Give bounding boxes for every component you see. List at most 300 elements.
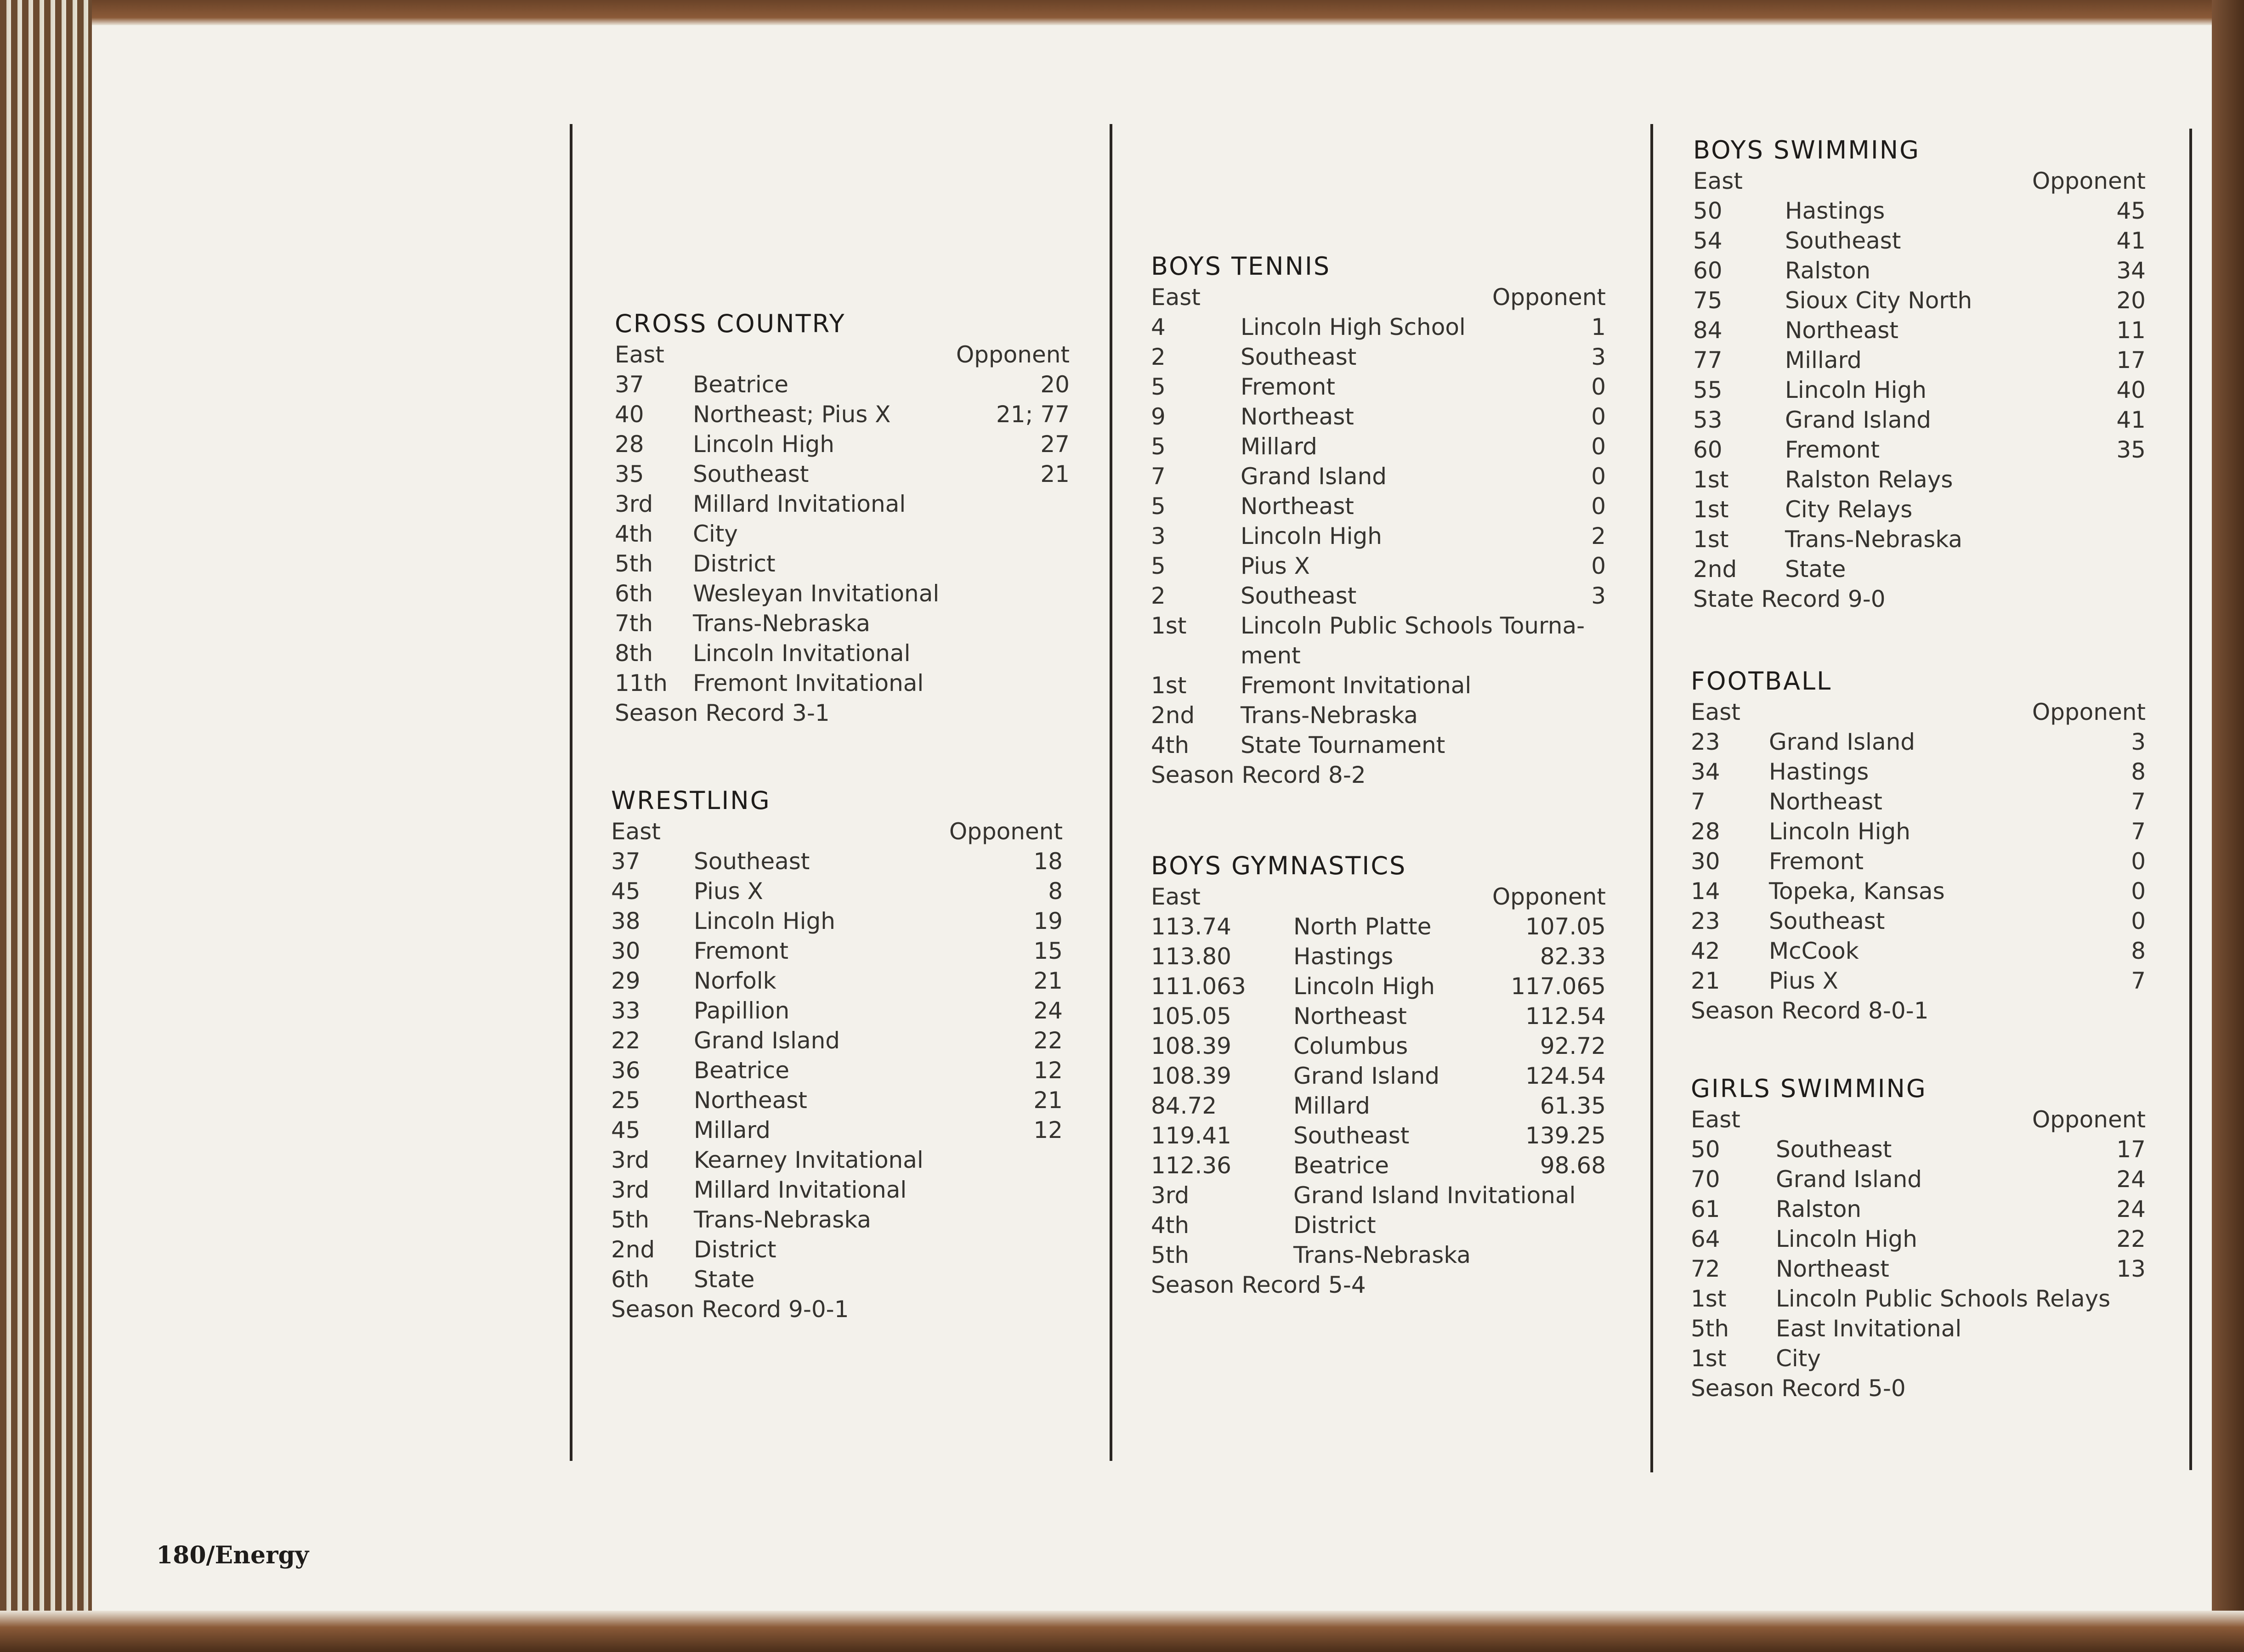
opponent-name: Ralston Relays: [1785, 466, 1953, 493]
east-result: 37: [615, 371, 644, 398]
result-row: [611, 906, 1063, 936]
east-result: 28: [615, 431, 644, 458]
opponent-score: 27: [1040, 431, 1070, 458]
opponent-score: 7: [2131, 818, 2146, 845]
result-row: [611, 936, 1063, 966]
east-result: 6th: [615, 580, 653, 607]
season-record-text: Season Record 9-0-1: [611, 1296, 849, 1323]
east-result: 22: [611, 1027, 640, 1054]
opponent-name: Grand Island: [1769, 729, 1915, 755]
opponent-column-label: Opponent: [2032, 699, 2146, 725]
opponent-name: Grand Island: [1293, 1063, 1440, 1089]
opponent-name: Northeast: [1769, 788, 1882, 815]
result-row: [1693, 525, 2146, 554]
east-result: 40: [615, 401, 644, 428]
result-row: [611, 1086, 1063, 1115]
opponent-name: Sioux City North: [1785, 287, 1972, 314]
opponent-score: 20: [2116, 287, 2146, 314]
result-row: [1151, 972, 1606, 1001]
result-row: [611, 1235, 1063, 1265]
result-row: [615, 519, 1070, 549]
opponent-name: Columbus: [1293, 1033, 1408, 1059]
opponent-score: 8: [2131, 938, 2146, 964]
opponent-score: 34: [2116, 257, 2146, 284]
opponent-name: Lincoln Public Schools Relays: [1776, 1285, 2111, 1312]
column-header-row: [1693, 166, 2146, 196]
result-row: [1691, 966, 2146, 996]
opponent-column-label: Opponent: [1492, 284, 1606, 311]
result-row: [1691, 1284, 2146, 1314]
result-row: [1693, 554, 2146, 584]
opponent-score: 21: [1033, 1087, 1063, 1114]
opponent-score: 139.25: [1525, 1122, 1606, 1149]
opponent-score: 21: [1033, 967, 1063, 994]
opponent-score: 112.54: [1525, 1003, 1606, 1030]
east-result: 8th: [615, 640, 653, 667]
opponent-score: 8: [1048, 878, 1063, 905]
opponent-column-label: Opponent: [956, 341, 1070, 368]
opponent-name: Trans-Nebraska: [1785, 526, 1963, 553]
opponent-name: Southeast: [1293, 1122, 1410, 1149]
east-result: 113.80: [1151, 943, 1231, 970]
opponent-score: 24: [2116, 1196, 2146, 1222]
result-row: [1691, 1224, 2146, 1254]
opponent-name: Hastings: [1769, 758, 1869, 785]
result-row: [611, 847, 1063, 877]
section-title: GIRLS SWIMMING: [1691, 1074, 1927, 1103]
opponent-name: City: [1776, 1345, 1821, 1372]
opponent-name: State Tournament: [1241, 732, 1445, 758]
book-bottom-edge: [0, 1611, 2244, 1652]
east-result: 105.05: [1151, 1003, 1231, 1030]
boys-gymnastics-section: [1151, 850, 1606, 1300]
east-result: 7: [1691, 788, 1706, 815]
opponent-name: Millard Invitational: [693, 491, 906, 517]
opponent-name: Fremont: [694, 938, 788, 964]
opponent-name: District: [1293, 1212, 1376, 1239]
opponent-score: 0: [1591, 433, 1606, 460]
result-row: [1151, 701, 1606, 730]
east-result: 1st: [1151, 612, 1187, 639]
boys-swimming-section: [1693, 134, 2146, 614]
season-record-text: Season Record 5-0: [1691, 1375, 1906, 1402]
opponent-name: Beatrice: [693, 371, 789, 398]
east-result: 30: [1691, 848, 1720, 875]
section-title: BOYS SWIMMING: [1693, 136, 1921, 164]
opponent-name: Trans-Nebraska: [693, 610, 871, 637]
opponent-name: Northeast: [1293, 1003, 1407, 1030]
result-row: [611, 1205, 1063, 1235]
east-result: 54: [1693, 227, 1723, 254]
east-result: 72: [1691, 1256, 1720, 1282]
season-record-text: Season Record 8-2: [1151, 762, 1366, 788]
east-result: 84.72: [1151, 1092, 1217, 1119]
east-result: 113.74: [1151, 913, 1231, 940]
opponent-name: Trans-Nebraska: [1241, 702, 1418, 729]
east-column-label: East: [611, 818, 661, 845]
section-title: BOYS TENNIS: [1151, 252, 1331, 281]
east-result: 108.39: [1151, 1063, 1231, 1089]
east-result: 3rd: [1151, 1182, 1190, 1209]
result-row: [611, 966, 1063, 996]
result-row: [1151, 611, 1606, 641]
east-result: 3: [1151, 523, 1166, 549]
east-result: 25: [611, 1087, 640, 1114]
opponent-score: 0: [2131, 878, 2146, 905]
opponent-name: Fremont Invitational: [693, 670, 924, 696]
opponent-score: 24: [2116, 1166, 2146, 1193]
east-result: 4th: [1151, 1212, 1190, 1239]
book-right-edge: [2212, 0, 2244, 1652]
opponent-column-label: Opponent: [949, 818, 1063, 845]
result-row: [615, 400, 1070, 430]
result-row: [1151, 551, 1606, 581]
east-result: 84: [1693, 317, 1723, 344]
opponent-name: Millard: [1241, 433, 1317, 460]
east-result: 75: [1693, 287, 1723, 314]
opponent-score: 45: [2116, 198, 2146, 224]
east-result: 55: [1693, 377, 1723, 403]
result-row: [1151, 581, 1606, 611]
result-row: [1691, 787, 2146, 817]
east-result: 34: [1691, 758, 1720, 785]
result-row: [1691, 936, 2146, 966]
column-header-row: [615, 340, 1070, 370]
opponent-score: 0: [1591, 553, 1606, 579]
opponent-name: Grand Island Invitational: [1293, 1182, 1576, 1209]
result-row: [1151, 492, 1606, 521]
opponent-score: 61.35: [1540, 1092, 1606, 1119]
result-row: [1151, 312, 1606, 342]
result-row: [1693, 226, 2146, 256]
result-row: [1151, 1181, 1606, 1211]
season-record-text: Season Record 8-0-1: [1691, 997, 1929, 1024]
opponent-name: Pius X: [1241, 553, 1310, 579]
east-column-label: East: [1693, 168, 1743, 194]
season-record: [1691, 1374, 2146, 1403]
football-section: [1691, 665, 2146, 1026]
result-row: [1151, 521, 1606, 551]
opponent-name: City Relays: [1785, 496, 1913, 523]
result-row: [615, 549, 1070, 579]
opponent-name: Southeast: [1241, 344, 1357, 370]
opponent-name: Lincoln High: [1293, 973, 1435, 1000]
east-result: 50: [1691, 1136, 1720, 1163]
result-row: [1151, 402, 1606, 432]
east-result: 14: [1691, 878, 1720, 905]
result-row: [1151, 730, 1606, 760]
result-row: [1151, 1240, 1606, 1270]
result-row: [1691, 877, 2146, 906]
opponent-name: Norfolk: [694, 967, 776, 994]
result-row: [1151, 462, 1606, 492]
result-row: [1151, 432, 1606, 462]
opponent-name: Northeast: [1241, 403, 1354, 430]
opponent-score: 24: [1033, 997, 1063, 1024]
opponent-name: Lincoln High: [694, 908, 835, 934]
opponent-score: 2: [1591, 523, 1606, 549]
opponent-score: 18: [1033, 848, 1063, 875]
result-row: [615, 609, 1070, 639]
east-result: 64: [1691, 1226, 1720, 1252]
opponent-name: Millard: [1293, 1092, 1370, 1119]
east-result: 1st: [1691, 1285, 1727, 1312]
east-result: 1st: [1693, 526, 1729, 553]
boys-tennis-section: [1151, 250, 1606, 790]
opponent-name: Beatrice: [694, 1057, 790, 1084]
opponent-name: Ralston: [1776, 1196, 1862, 1222]
east-result: 4: [1151, 314, 1166, 340]
opponent-name: Lincoln High: [1769, 818, 1910, 845]
section-title: WRESTLING: [611, 786, 771, 815]
page-number-label: 180/Energy: [156, 1541, 309, 1569]
opponent-name: Fremont: [1785, 436, 1880, 463]
opponent-name: Pius X: [694, 878, 763, 905]
result-row: [1151, 1121, 1606, 1151]
east-result: 2: [1151, 583, 1166, 609]
east-result: 23: [1691, 729, 1720, 755]
column-rule-4: [2189, 129, 2192, 1470]
opponent-score: 3: [1591, 344, 1606, 370]
opponent-score: 17: [2116, 1136, 2146, 1163]
book-left-edge: [0, 0, 92, 1652]
opponent-name: Southeast: [1785, 227, 1901, 254]
opponent-name: Lincoln High School: [1241, 314, 1466, 340]
opponent-name: Millard Invitational: [694, 1177, 907, 1203]
section-title: FOOTBALL: [1691, 667, 1832, 696]
east-result: 29: [611, 967, 640, 994]
result-row: [1151, 671, 1606, 701]
opponent-score: 98.68: [1540, 1152, 1606, 1179]
east-result: 5: [1151, 493, 1166, 520]
result-row: [1151, 372, 1606, 402]
east-result: 2nd: [1151, 702, 1195, 729]
opponent-name: District: [694, 1236, 776, 1263]
east-result: 5th: [611, 1206, 650, 1233]
east-result: 6th: [611, 1266, 650, 1293]
opponent-name: Ralston: [1785, 257, 1871, 284]
opponent-score: 21: [1040, 461, 1070, 487]
east-result: 1st: [1151, 672, 1187, 699]
east-result: 60: [1693, 436, 1723, 463]
cross-country-section: [615, 308, 1070, 728]
result-row: [1691, 1314, 2146, 1344]
opponent-name: City: [693, 520, 738, 547]
season-record-text: Season Record 5-4: [1151, 1272, 1366, 1298]
opponent-name: Southeast: [694, 848, 810, 875]
east-result: 7: [1151, 463, 1166, 490]
opponent-name: Fremont: [1241, 373, 1335, 400]
opponent-name: Northeast; Pius X: [693, 401, 891, 428]
opponent-name: ment: [1241, 642, 1301, 669]
opponent-name: Topeka, Kansas: [1769, 878, 1945, 905]
opponent-score: 0: [2131, 908, 2146, 934]
east-column-label: East: [1151, 883, 1201, 910]
east-result: 60: [1693, 257, 1723, 284]
east-result: 119.41: [1151, 1122, 1231, 1149]
east-column-label: East: [1151, 284, 1201, 311]
opponent-score: 0: [1591, 493, 1606, 520]
opponent-name: Grand Island: [1785, 407, 1932, 433]
opponent-score: 82.33: [1540, 943, 1606, 970]
season-record: [1151, 1270, 1606, 1300]
result-row: [1691, 727, 2146, 757]
east-result: 30: [611, 938, 640, 964]
result-row: [1691, 1194, 2146, 1224]
east-result: 4th: [615, 520, 653, 547]
season-record: [1151, 760, 1606, 790]
column-header-row: [1151, 283, 1606, 312]
opponent-name: Fremont: [1769, 848, 1864, 875]
opponent-score: 0: [1591, 463, 1606, 490]
wrestling-section: [611, 785, 1063, 1324]
opponent-name: Kearney Invitational: [694, 1147, 924, 1173]
opponent-name: North Platte: [1293, 913, 1432, 940]
result-row: [1151, 1061, 1606, 1091]
opponent-name: Beatrice: [1293, 1152, 1389, 1179]
east-result: 2nd: [611, 1236, 655, 1263]
opponent-name: State: [1785, 556, 1846, 583]
result-row: [1151, 1151, 1606, 1181]
result-row: [611, 1026, 1063, 1056]
opponent-name: Trans-Nebraska: [694, 1206, 872, 1233]
opponent-name: District: [693, 550, 776, 577]
east-result: 36: [611, 1057, 640, 1084]
opponent-score: 117.065: [1511, 973, 1606, 1000]
result-row: [611, 1145, 1063, 1175]
east-result: 1st: [1691, 1345, 1727, 1372]
result-row: [611, 1265, 1063, 1295]
east-column-label: East: [615, 341, 664, 368]
east-result: 3rd: [615, 491, 653, 517]
result-row: [615, 459, 1070, 489]
east-result: 1st: [1693, 466, 1729, 493]
east-result: 11th: [615, 670, 668, 696]
season-record: [1693, 584, 2146, 614]
result-row: [611, 996, 1063, 1026]
east-result: 1st: [1693, 496, 1729, 523]
result-row: [1693, 316, 2146, 345]
opponent-name: Northeast: [1776, 1256, 1889, 1282]
column-rule-2: [1110, 124, 1112, 1461]
opponent-score: 12: [1033, 1057, 1063, 1084]
opponent-score: 21; 77: [996, 401, 1070, 428]
result-row: [615, 430, 1070, 459]
east-result: 21: [1691, 967, 1720, 994]
opponent-score: 35: [2116, 436, 2146, 463]
opponent-score: 7: [2131, 967, 2146, 994]
opponent-score: 40: [2116, 377, 2146, 403]
opponent-score: 107.05: [1525, 913, 1606, 940]
opponent-name: East Invitational: [1776, 1315, 1962, 1342]
opponent-name: Pius X: [1769, 967, 1838, 994]
result-row: [611, 1115, 1063, 1145]
result-row: [1693, 345, 2146, 375]
east-result: 5th: [615, 550, 653, 577]
result-row: [1151, 1211, 1606, 1240]
opponent-name: Southeast: [1769, 908, 1885, 934]
east-result: 3rd: [611, 1147, 650, 1173]
opponent-score: 0: [1591, 403, 1606, 430]
east-result: 5: [1151, 553, 1166, 579]
season-record: [615, 698, 1070, 728]
result-row: [1693, 465, 2146, 495]
result-row: [611, 1056, 1063, 1086]
result-row: [1691, 757, 2146, 787]
east-result: 3rd: [611, 1177, 650, 1203]
east-result: 50: [1693, 198, 1723, 224]
result-row: [1151, 912, 1606, 942]
result-row: [1691, 1165, 2146, 1194]
east-result: 37: [611, 848, 640, 875]
opponent-column-label: Opponent: [2032, 1106, 2146, 1133]
column-header-row: [1691, 1105, 2146, 1135]
east-result: 112.36: [1151, 1152, 1231, 1179]
opponent-name: McCook: [1769, 938, 1859, 964]
opponent-name: Lincoln High: [693, 431, 834, 458]
east-result: 45: [611, 878, 640, 905]
result-row: [1691, 817, 2146, 847]
east-result: 5th: [1151, 1242, 1190, 1268]
result-row: [615, 370, 1070, 400]
opponent-score: 17: [2116, 347, 2146, 373]
opponent-name: Hastings: [1785, 198, 1885, 224]
east-result: 53: [1693, 407, 1723, 433]
result-row: [615, 489, 1070, 519]
east-result: 61: [1691, 1196, 1720, 1222]
opponent-name: Southeast: [1241, 583, 1357, 609]
result-row: [611, 877, 1063, 906]
opponent-name: Fremont Invitational: [1241, 672, 1472, 699]
opponent-name: Southeast: [1776, 1136, 1892, 1163]
east-result: 28: [1691, 818, 1720, 845]
east-column-label: East: [1691, 1106, 1740, 1133]
east-result: 5th: [1691, 1315, 1729, 1342]
result-row: [1693, 495, 2146, 525]
east-result: 2: [1151, 344, 1166, 370]
east-result: 2nd: [1693, 556, 1737, 583]
east-result: 4th: [1151, 732, 1190, 758]
season-record-text: Season Record 3-1: [615, 700, 830, 726]
result-row: [1151, 942, 1606, 972]
opponent-score: 41: [2116, 407, 2146, 433]
section-title: BOYS GYMNASTICS: [1151, 851, 1407, 880]
opponent-score: 11: [2116, 317, 2146, 344]
opponent-name: Northeast: [1241, 493, 1354, 520]
east-result: 108.39: [1151, 1033, 1231, 1059]
opponent-name: Northeast: [1785, 317, 1898, 344]
opponent-score: 20: [1040, 371, 1070, 398]
east-result: 77: [1693, 347, 1723, 373]
opponent-score: 7: [2131, 788, 2146, 815]
east-result: 9: [1151, 403, 1166, 430]
opponent-score: 1: [1591, 314, 1606, 340]
column-header-row: [1691, 697, 2146, 727]
east-result: 38: [611, 908, 640, 934]
result-row: [1151, 641, 1606, 671]
column-rule-3: [1650, 124, 1653, 1472]
season-record: [611, 1295, 1063, 1324]
result-row: [1693, 375, 2146, 405]
opponent-name: Lincoln Public Schools Tourna-: [1241, 612, 1585, 639]
opponent-name: State: [694, 1266, 755, 1293]
season-record: [1691, 996, 2146, 1026]
result-row: [615, 639, 1070, 668]
opponent-name: Papillion: [694, 997, 790, 1024]
result-row: [1151, 342, 1606, 372]
opponent-score: 19: [1033, 908, 1063, 934]
east-result: 42: [1691, 938, 1720, 964]
